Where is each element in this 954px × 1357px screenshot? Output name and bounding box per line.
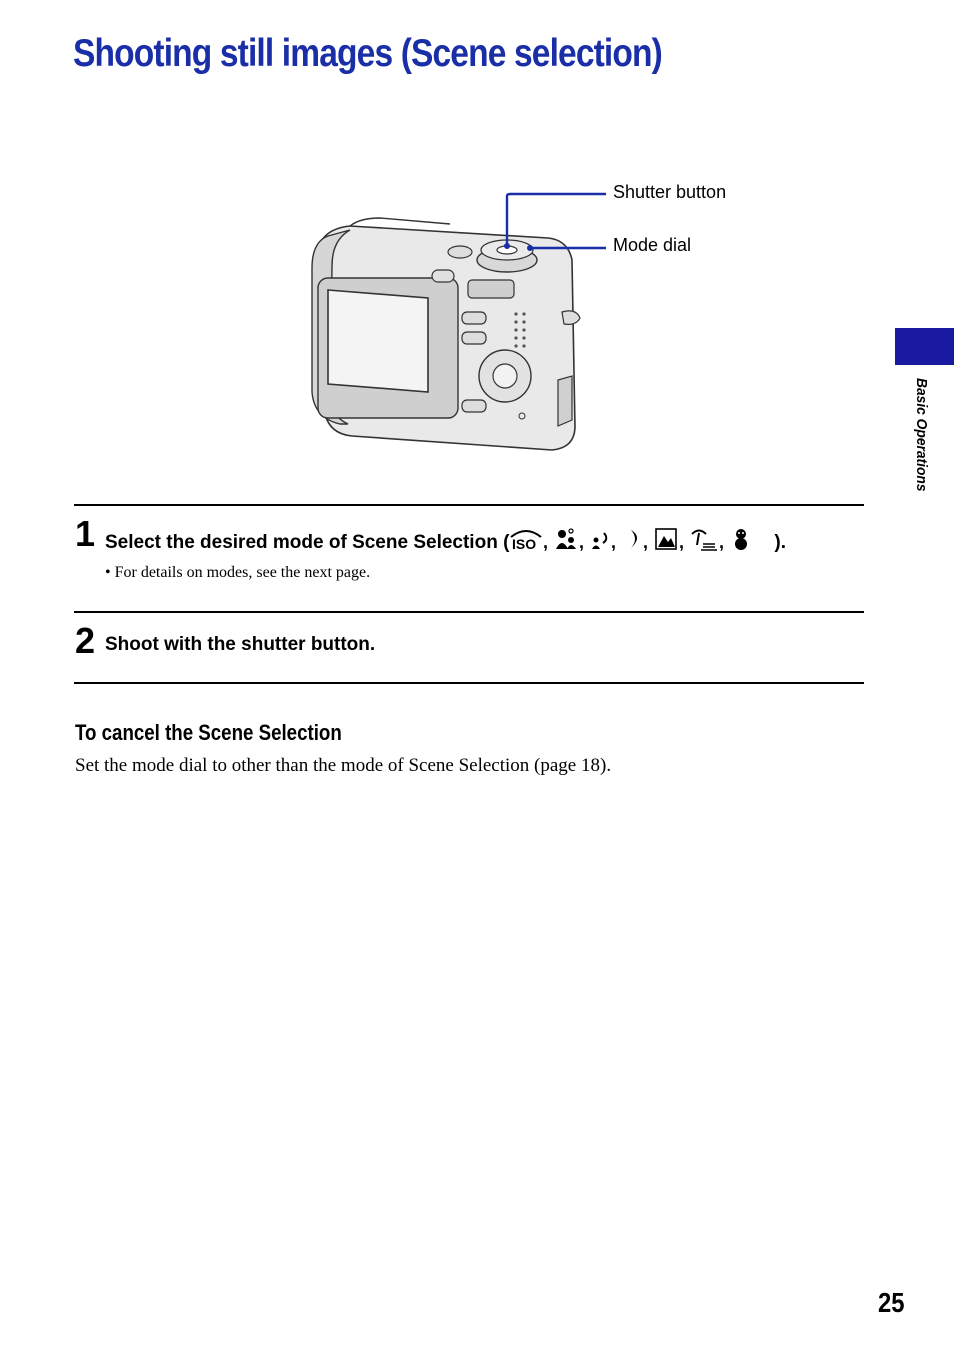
twilight-moon-icon: [631, 530, 637, 548]
high-sensitivity-iso-icon: [511, 531, 541, 551]
shutter-button-callout: Shutter button: [613, 182, 727, 202]
page-number: 25: [878, 1287, 905, 1318]
step-divider: [74, 611, 864, 613]
step-divider: [74, 504, 864, 506]
twilight-portrait-small-icon: [592, 533, 606, 549]
lcd-screen: [328, 290, 428, 392]
step-1-text-start: Select the desired mode of Scene Selection (: [105, 532, 510, 553]
svg-text:,: ,: [579, 532, 585, 551]
page-title: Shooting still images (Scene selection): [73, 32, 662, 75]
landscape-icon: [656, 529, 676, 549]
step-1-note: • For details on modes, see the next page.: [105, 564, 371, 581]
step-1-text-end: ).: [774, 532, 787, 553]
svg-text:,: ,: [543, 532, 549, 551]
step-divider: [74, 682, 864, 684]
snow-icon: [735, 529, 747, 550]
section-label: Basic Operations: [913, 378, 930, 492]
camera-figure: [300, 180, 760, 470]
step-number: 1: [75, 513, 96, 554]
step-1-text: [105, 527, 786, 557]
beach-icon: [692, 531, 717, 551]
svg-text:,: ,: [719, 532, 725, 551]
step-number: 2: [75, 620, 96, 661]
cancel-body: Set the mode dial to other than the mode of Scene Selection (page 18).: [75, 755, 612, 776]
camera-illustration: [300, 180, 760, 470]
twilight-portrait-icon: [556, 529, 576, 549]
svg-text:,: ,: [643, 532, 649, 551]
svg-text:,: ,: [611, 532, 617, 551]
section-tab: [895, 328, 954, 365]
mode-dial-callout: Mode dial: [613, 235, 692, 255]
cancel-heading: To cancel the Scene Selection: [75, 720, 342, 745]
svg-text:,: ,: [679, 532, 685, 551]
svg-text:ISO: ISO: [512, 536, 537, 551]
scene-mode-icons: [509, 527, 774, 557]
step-2-text: Shoot with the shutter button.: [105, 634, 376, 655]
